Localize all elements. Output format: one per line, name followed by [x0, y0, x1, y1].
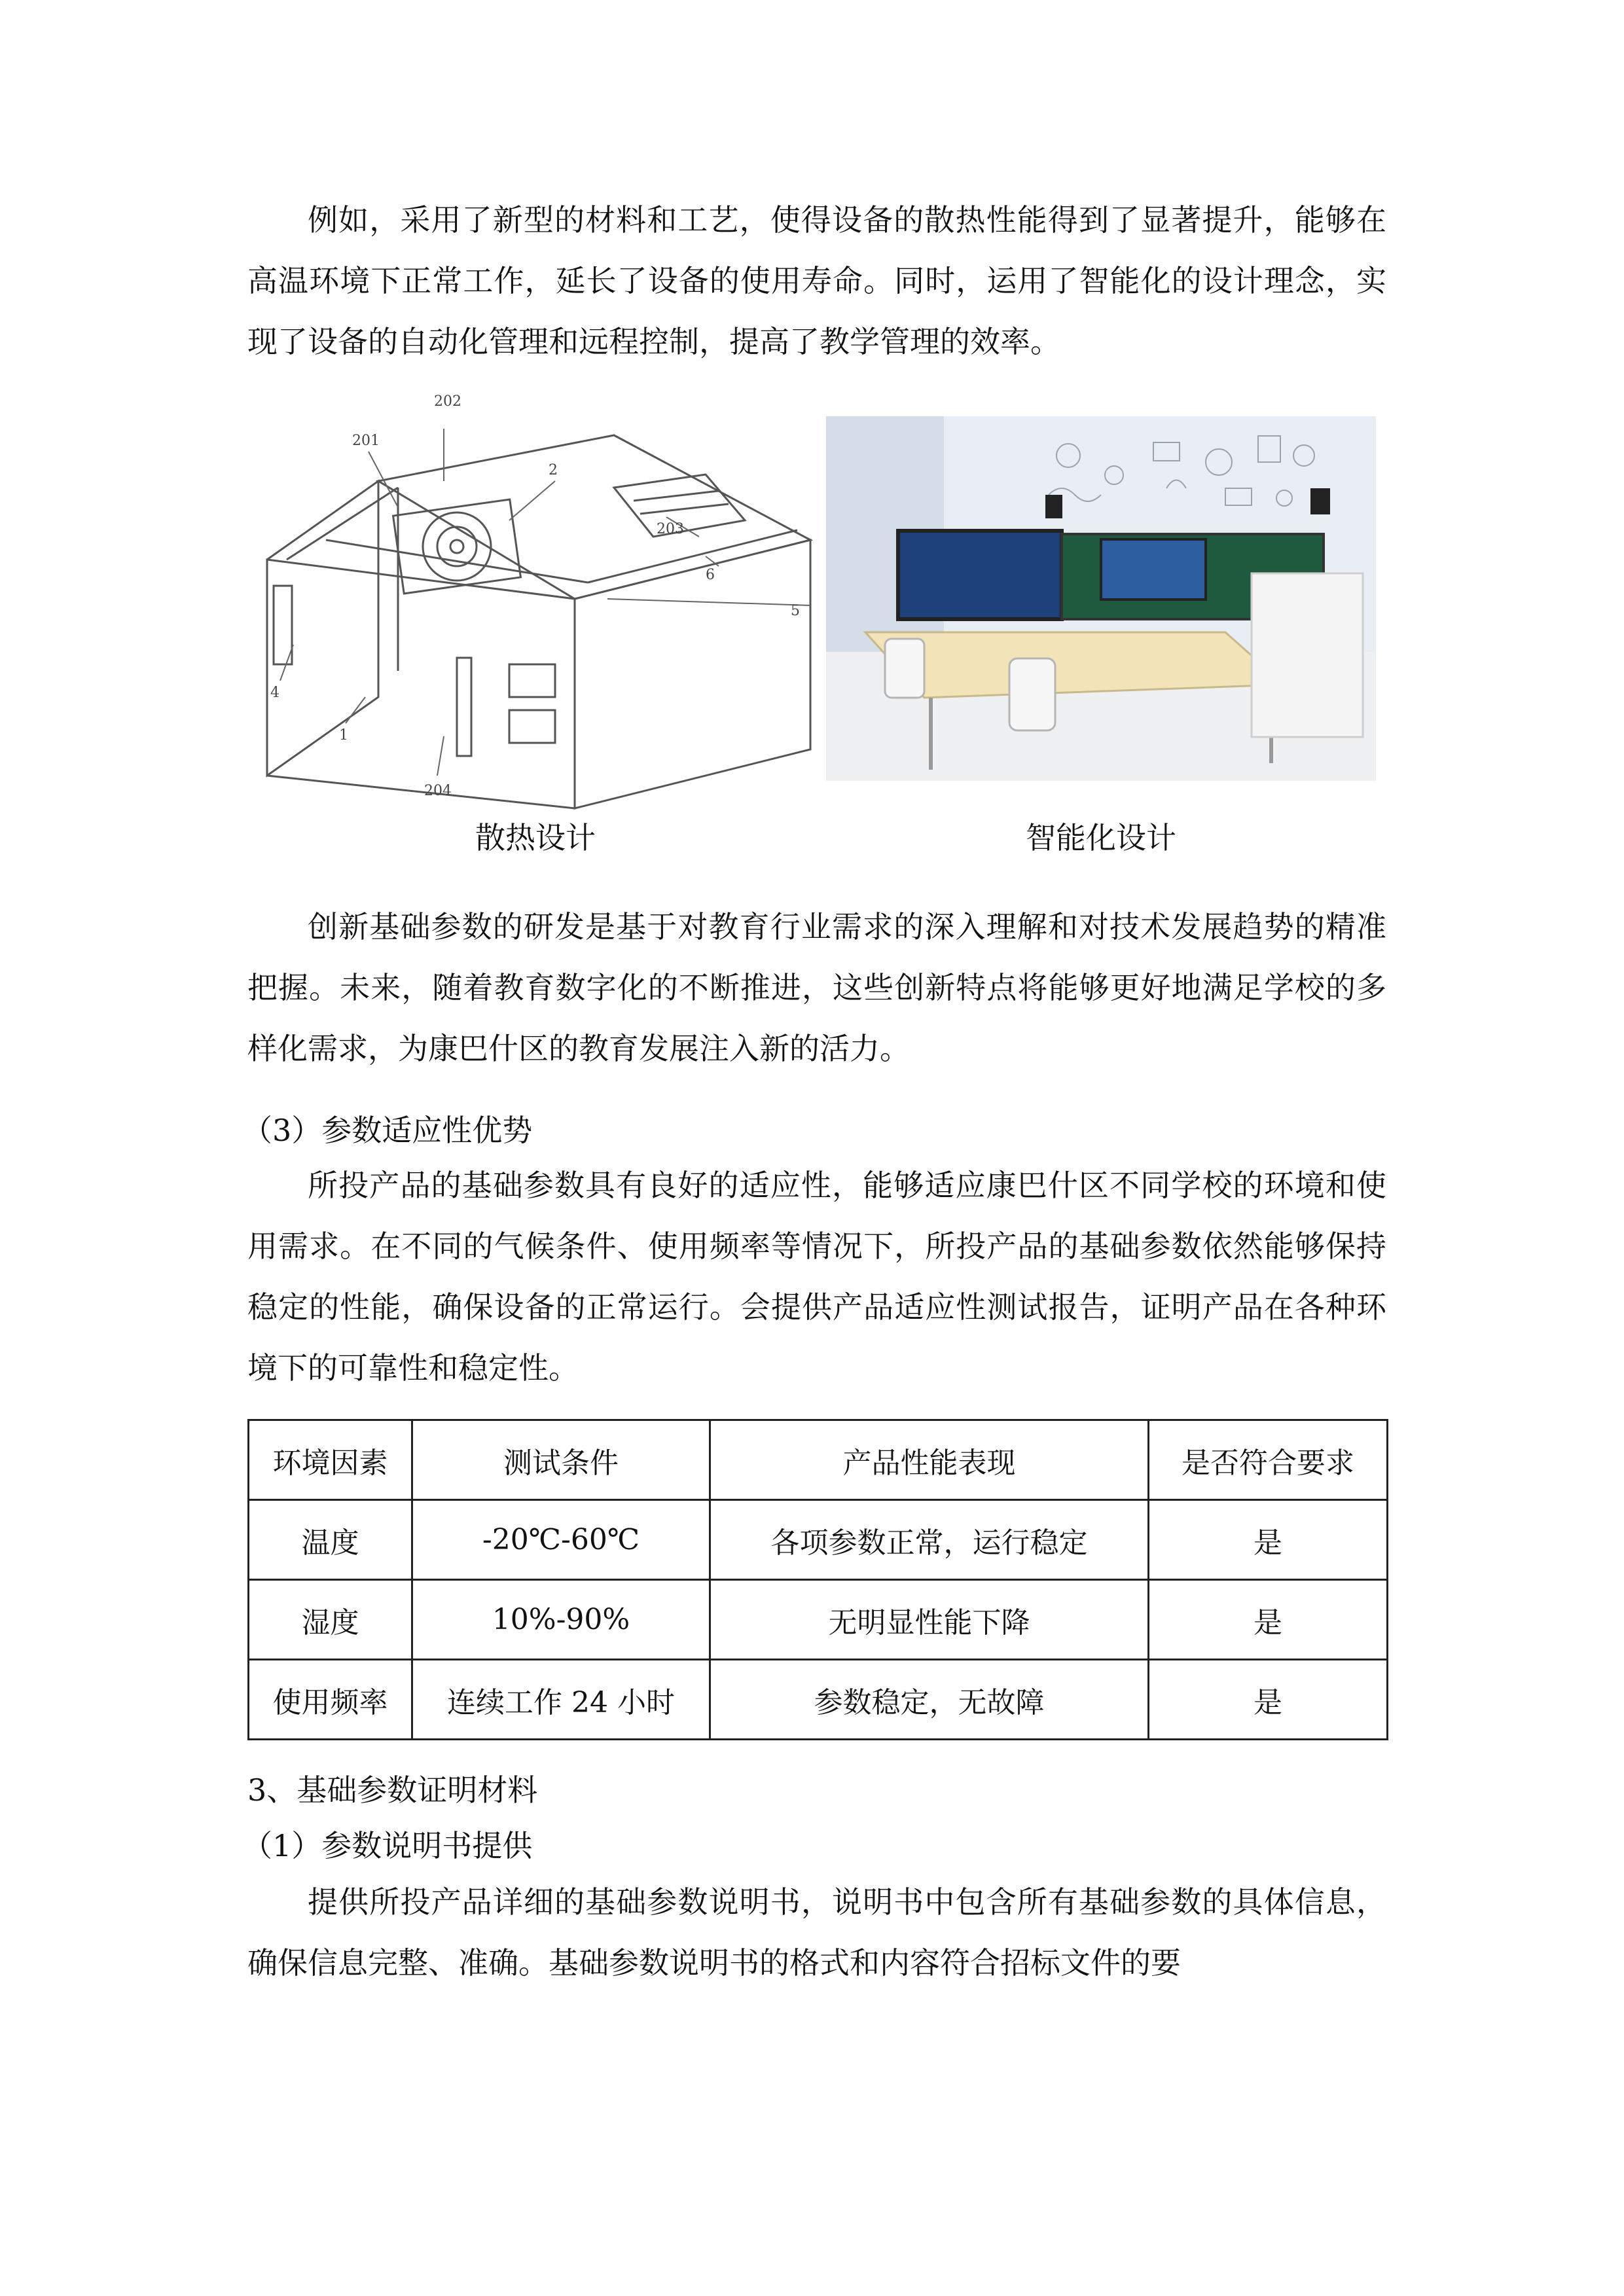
chassis-side-face: [267, 481, 378, 776]
caption-smart-design: 智能化设计: [1026, 820, 1176, 855]
display-screen: [898, 531, 1062, 619]
caption-heat-dissipation: 散热设计: [475, 820, 596, 855]
label-6: 6: [706, 567, 715, 583]
smart-design-figure: [826, 416, 1376, 781]
table-cell: 使用频率: [249, 1660, 412, 1740]
table-cell: 是: [1149, 1660, 1388, 1740]
table-cell: 湿度: [249, 1580, 412, 1660]
label-202: 202: [434, 393, 461, 410]
table-header-row: [249, 1420, 1388, 1500]
chassis-diagram: [247, 383, 823, 812]
label-203: 203: [657, 521, 684, 537]
cabinet: [1252, 573, 1363, 737]
label-5: 5: [791, 603, 800, 619]
table-cell: 无明显性能下降: [710, 1580, 1149, 1660]
label-1: 1: [339, 727, 348, 744]
table-cell: 参数稳定，无故障: [710, 1660, 1149, 1740]
table-cell: 10%-90%: [412, 1580, 710, 1660]
heat-dissipation-figure: [247, 383, 823, 812]
table-cell: 各项参数正常，运行稳定: [710, 1500, 1149, 1580]
fan-housing: [393, 499, 521, 594]
table-cell: 温度: [249, 1500, 412, 1580]
paragraph-rd: 创新基础参数的研发是基于对教育行业需求的深入理解和对技术发展趋势的精准把握。未来，随着教育数字化的不断推进，这些创新特点将能够更好地满足学校的多样化需求，为康巴什区的教育发展注入新的活力。: [247, 909, 1386, 1066]
adaptability-test-table: [247, 1419, 1388, 1740]
label-4: 4: [270, 685, 280, 701]
table-header-cell: 产品性能表现: [710, 1420, 1149, 1500]
label-2: 2: [549, 462, 558, 478]
connector-panel: [457, 658, 471, 756]
table-row: [249, 1660, 1388, 1740]
heading-section-3: 3、基础参数证明材料: [247, 1772, 538, 1808]
chassis-right-face: [575, 540, 810, 808]
table-cell: 是: [1149, 1500, 1388, 1580]
table-cell: 连续工作 24 小时: [412, 1660, 710, 1740]
label-201: 201: [352, 433, 380, 449]
paragraph-innovation: 例如，采用了新型的材料和工艺，使得设备的散热性能得到了显著提升，能够在高温环境下正常工作，延长了设备的使用寿命。同时，运用了智能化的设计理念，实现了设备的自动化管理和远程控制，提高了教学管理的效率。: [247, 202, 1386, 359]
classroom-photo: [826, 416, 1376, 781]
table-row: [249, 1500, 1388, 1580]
paragraph-manual: 提供所投产品详细的基础参数说明书，说明书中包含所有基础参数的具体信息，确保信息完整、准确。基础参数说明书的格式和内容符合招标文件的要: [247, 1884, 1386, 1981]
label-204: 204: [424, 783, 452, 799]
table-cell: -20℃-60℃: [412, 1500, 710, 1580]
table-header-cell: 测试条件: [412, 1420, 710, 1500]
paragraph-adaptability: 所投产品的基础参数具有良好的适应性，能够适应康巴什区不同学校的环境和使用需求。在不同的气候条件、使用频率等情况下，所投产品的基础参数依然能够保持稳定的性能，确保设备的正常运行。会提供产品适应性测试报告，证明产品在各种环境下的可靠性和稳定性。: [247, 1168, 1386, 1386]
table-header-cell: 是否符合要求: [1149, 1420, 1388, 1500]
heading-adaptability: （3）参数适应性优势: [242, 1113, 533, 1148]
fan-circle: [423, 512, 491, 581]
left-handle: [274, 586, 292, 664]
table-row: [249, 1580, 1388, 1660]
table-cell: 是: [1149, 1580, 1388, 1660]
heading-manual: （1）参数说明书提供: [242, 1828, 533, 1863]
table-header-cell: 环境因素: [249, 1420, 412, 1500]
chassis-front-face: [267, 560, 575, 808]
